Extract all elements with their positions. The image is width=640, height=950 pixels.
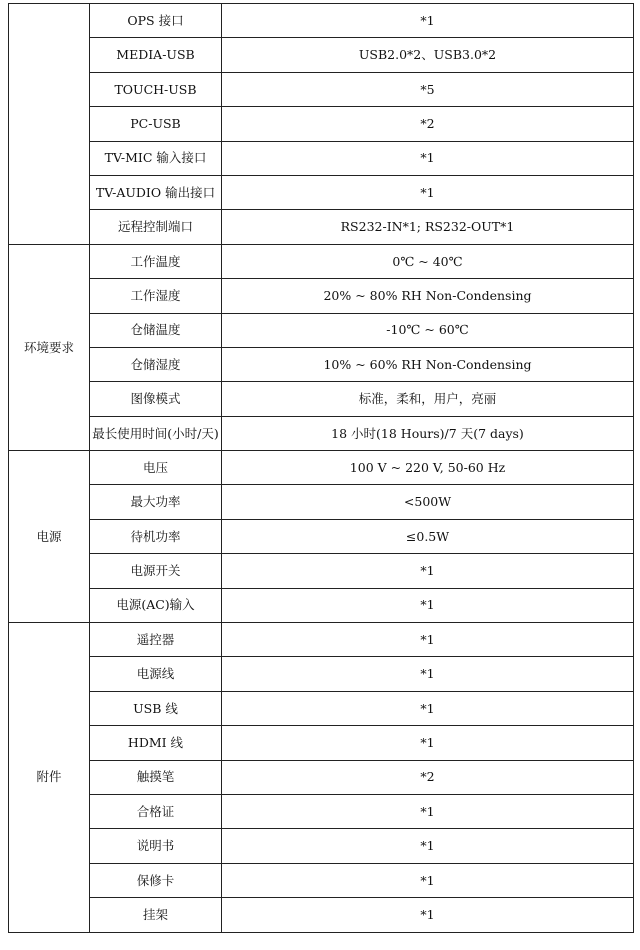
category-cell: 环境要求 — [9, 244, 90, 450]
spec-table — [8, 3, 634, 933]
spec-name-cell: 最大功率 — [90, 485, 222, 519]
spec-row — [9, 210, 634, 244]
spec-name-cell: MEDIA-USB — [90, 38, 222, 72]
spec-name-cell: 触摸笔 — [90, 760, 222, 794]
spec-name-cell: 工作温度 — [90, 244, 222, 278]
spec-row — [9, 863, 634, 897]
spec-name-cell: 仓储湿度 — [90, 347, 222, 381]
spec-value-cell: *1 — [222, 726, 634, 760]
spec-row — [9, 382, 634, 416]
spec-name-cell: HDMI 线 — [90, 726, 222, 760]
spec-name-cell: TV-AUDIO 输出接口 — [90, 175, 222, 209]
spec-row — [9, 279, 634, 313]
spec-row — [9, 794, 634, 828]
spec-row — [9, 829, 634, 863]
spec-row — [9, 175, 634, 209]
spec-row — [9, 898, 634, 932]
spec-value-cell: *1 — [222, 863, 634, 897]
spec-name-cell: 合格证 — [90, 794, 222, 828]
spec-row — [9, 623, 634, 657]
spec-name-cell: 遥控器 — [90, 623, 222, 657]
spec-value-cell: 18 小时(18 Hours)/7 天(7 days) — [222, 416, 634, 450]
spec-value-cell: ≤0.5W — [222, 519, 634, 553]
spec-value-cell: -10℃ ~ 60℃ — [222, 313, 634, 347]
spec-row — [9, 38, 634, 72]
spec-name-cell: 电源(AC)输入 — [90, 588, 222, 622]
spec-value-cell: *1 — [222, 898, 634, 932]
spec-name-cell: 电源开关 — [90, 554, 222, 588]
spec-row — [9, 141, 634, 175]
spec-value-cell: 20% ~ 80% RH Non-Condensing — [222, 279, 634, 313]
spec-value-cell: RS232-IN*1; RS232-OUT*1 — [222, 210, 634, 244]
spec-row — [9, 451, 634, 485]
spec-name-cell: 电源线 — [90, 657, 222, 691]
category-cell — [9, 4, 90, 245]
spec-name-cell: TV-MIC 输入接口 — [90, 141, 222, 175]
spec-value-cell: 标准，柔和，用户，亮丽 — [222, 382, 634, 416]
spec-row — [9, 347, 634, 381]
spec-row — [9, 4, 634, 38]
spec-value-cell: *1 — [222, 794, 634, 828]
spec-row — [9, 691, 634, 725]
spec-value-cell: <500W — [222, 485, 634, 519]
spec-value-cell: *1 — [222, 657, 634, 691]
spec-name-cell: 仓储温度 — [90, 313, 222, 347]
spec-row — [9, 588, 634, 622]
category-cell: 附件 — [9, 623, 90, 933]
spec-name-cell: 工作湿度 — [90, 279, 222, 313]
spec-row — [9, 760, 634, 794]
spec-row — [9, 72, 634, 106]
spec-value-cell: *1 — [222, 691, 634, 725]
spec-row — [9, 244, 634, 278]
spec-value-cell: 10% ~ 60% RH Non-Condensing — [222, 347, 634, 381]
spec-value-cell: *1 — [222, 554, 634, 588]
spec-name-cell: PC-USB — [90, 107, 222, 141]
spec-value-cell: *1 — [222, 175, 634, 209]
spec-value-cell: 0℃ ~ 40℃ — [222, 244, 634, 278]
spec-name-cell: 挂架 — [90, 898, 222, 932]
category-cell: 电源 — [9, 451, 90, 623]
spec-row — [9, 657, 634, 691]
spec-row — [9, 313, 634, 347]
spec-value-cell: *2 — [222, 107, 634, 141]
spec-table-body — [9, 4, 634, 933]
spec-value-cell: 100 V ~ 220 V, 50-60 Hz — [222, 451, 634, 485]
spec-value-cell: *1 — [222, 141, 634, 175]
spec-name-cell: 说明书 — [90, 829, 222, 863]
spec-name-cell: 待机功率 — [90, 519, 222, 553]
spec-value-cell: *2 — [222, 760, 634, 794]
spec-name-cell: TOUCH-USB — [90, 72, 222, 106]
spec-name-cell: 图像模式 — [90, 382, 222, 416]
spec-name-cell: USB 线 — [90, 691, 222, 725]
spec-row — [9, 485, 634, 519]
spec-row — [9, 519, 634, 553]
spec-name-cell: 保修卡 — [90, 863, 222, 897]
spec-name-cell: OPS 接口 — [90, 4, 222, 38]
spec-row — [9, 726, 634, 760]
spec-name-cell: 远程控制端口 — [90, 210, 222, 244]
spec-value-cell: *1 — [222, 829, 634, 863]
spec-row — [9, 416, 634, 450]
spec-value-cell: *1 — [222, 4, 634, 38]
spec-row — [9, 107, 634, 141]
spec-value-cell: *1 — [222, 623, 634, 657]
spec-value-cell: USB2.0*2、USB3.0*2 — [222, 38, 634, 72]
spec-name-cell: 最长使用时间(小时/天) — [90, 416, 222, 450]
spec-value-cell: *5 — [222, 72, 634, 106]
spec-value-cell: *1 — [222, 588, 634, 622]
spec-name-cell: 电压 — [90, 451, 222, 485]
spec-row — [9, 554, 634, 588]
